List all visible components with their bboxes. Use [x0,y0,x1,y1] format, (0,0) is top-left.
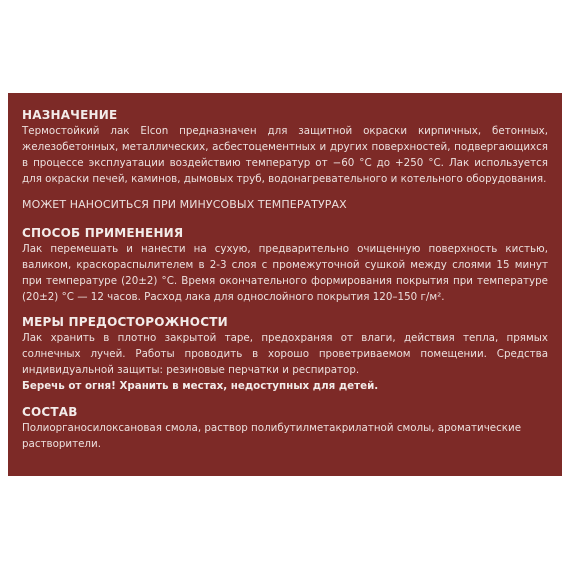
composition-text: Полиорганосилоксановая смола, раствор полибутилметакрилатной смолы, ароматические растворители. [22,422,522,450]
composition-heading: СОСТАВ [22,405,78,419]
frost-application-notice: МОЖЕТ НАНОСИТЬСЯ ПРИ МИНУСОВЫХ ТЕМПЕРАТУРАХ [22,198,347,211]
application-heading: СПОСОБ ПРИМЕНЕНИЯ [22,226,184,240]
application-section [22,225,548,305]
product-label-panel [8,93,562,476]
precautions-text: Лак хранить в плотно закрытой таре, предохраняя от влаги, действия тепла, прямых солнечных лучей. Работы проводить в хорошо проветриваемом помещении. Средства индивидуальной защиты: резиновые перчатки и респиратор. [22,332,548,376]
purpose-text: Термостойкий лак Elcon предназначен для защитной окраски кирпичных, бетонных, железобетонных, металлических, асбестоцементных и других поверхностей, подвергающихся в процессе эксплуатации воздействию температур от −60 °C до +250 °C. Лак используется для окраски печей, каминов, дымовых труб, водонагревательного и котельного оборудования. [22,125,548,185]
purpose-heading: НАЗНАЧЕНИЕ [22,108,118,122]
composition-section [22,404,548,452]
application-text: Лак перемешать и нанести на сухую, предварительно очищенную поверхность кистью, валиком, краскораспылителем в 2-3 слоя с промежуточной сушкой между слоями 15 минут при температуре (20±2) °C. Время окончательного формирования покрытия при температуре (20±2) °C — 12 часов. Расход лака для однослойного покрытия 120–150 г/м². [22,243,548,303]
purpose-section [22,107,548,187]
precautions-section [22,314,548,394]
precautions-heading: МЕРЫ ПРЕДОСТОРОЖНОСТИ [22,315,228,329]
fire-warning: Беречь от огня! Хранить в местах, недоступных для детей. [22,380,379,392]
